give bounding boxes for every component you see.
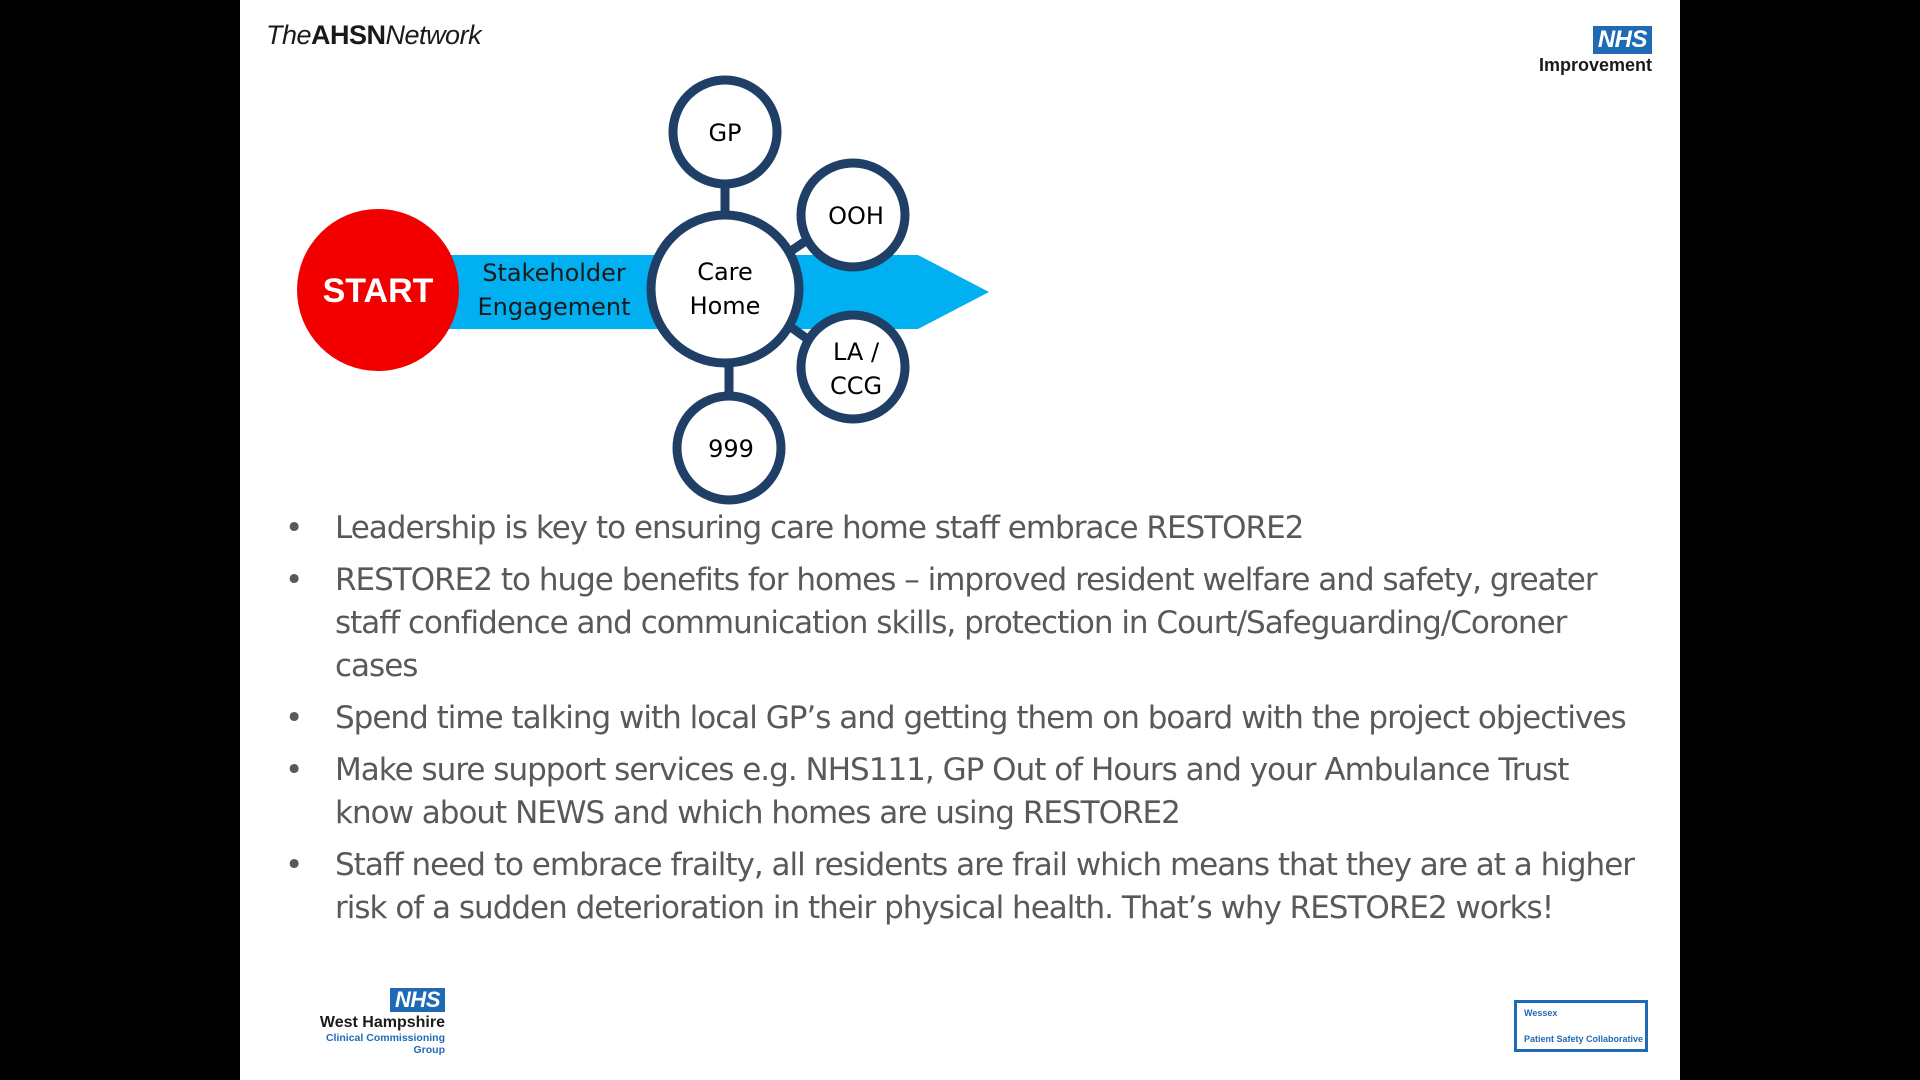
logo-text-ahsn: AHSN — [311, 20, 386, 50]
bullet-text: know about NEWS and which homes are using RESTORE2 — [335, 795, 1180, 831]
care-home-line2: Home — [689, 292, 761, 320]
bullet-icon: • — [285, 752, 303, 788]
bullet-item — [285, 697, 1665, 740]
care-home-node — [651, 215, 799, 363]
bullet-text: staff confidence and communication skills, protection in Court/Safeguarding/Coroner — [335, 605, 1567, 641]
emergency-999-label: 999 — [708, 435, 754, 463]
bullet-icon: • — [285, 510, 303, 546]
bullet-icon: • — [285, 562, 303, 598]
slide — [240, 0, 1680, 1080]
psc-label: Patient Safety Collaborative — [1524, 1034, 1644, 1044]
ccg-subtitle: Clinical Commissioning Group — [325, 1032, 445, 1056]
arrow-label-line2: Engagement — [477, 293, 631, 321]
gp-label: GP — [708, 119, 742, 147]
bullet-item — [285, 559, 1665, 688]
bullet-icon: • — [285, 847, 303, 883]
bullet-text: Staff need to embrace frailty, all residents are frail which means that they are at a higher — [335, 847, 1635, 883]
bullet-item — [285, 507, 1665, 550]
bullet-text: Spend time talking with local GP’s and getting them on board with the project objectives — [335, 700, 1626, 736]
la-ccg-node — [801, 315, 905, 419]
arrow-label-line1: Stakeholder — [482, 259, 626, 287]
nhs-badge: NHS — [1593, 26, 1652, 54]
bullet-text: Make sure support services e.g. NHS111, GP Out of Hours and your Ambulance Trust — [335, 752, 1569, 788]
care-home-line1: Care — [697, 258, 753, 286]
logo-text-network: Network — [385, 20, 482, 50]
bullet-item — [285, 749, 1665, 835]
wessex-psc-logo — [1514, 1000, 1648, 1052]
stakeholder-diagram — [240, 0, 1680, 520]
ccg-name: West Hampshire — [319, 1014, 445, 1031]
ooh-label: OOH — [828, 202, 884, 230]
bullet-text: cases — [335, 648, 418, 684]
la-label-line2: CCG — [829, 372, 883, 400]
bullet-text: risk of a sudden deterioration in their physical health. That’s why RESTORE2 works! — [335, 890, 1554, 926]
la-label-line1: LA / — [832, 338, 880, 366]
bullet-text: Leadership is key to ensuring care home staff embrace RESTORE2 — [335, 510, 1304, 546]
bullet-text: RESTORE2 to huge benefits for homes – improved resident welfare and safety, greater — [335, 562, 1597, 598]
bullet-item — [285, 844, 1665, 930]
wessex-label: Wessex — [1524, 1008, 1558, 1018]
improvement-label: Improvement — [1538, 55, 1652, 75]
key-points-list — [285, 507, 1665, 939]
nhs-badge: NHS — [390, 988, 445, 1012]
bullet-icon: • — [285, 700, 303, 736]
west-hampshire-ccg-logo — [295, 988, 445, 1056]
logo-text-the: The — [266, 20, 312, 50]
start-label: START — [322, 272, 434, 310]
